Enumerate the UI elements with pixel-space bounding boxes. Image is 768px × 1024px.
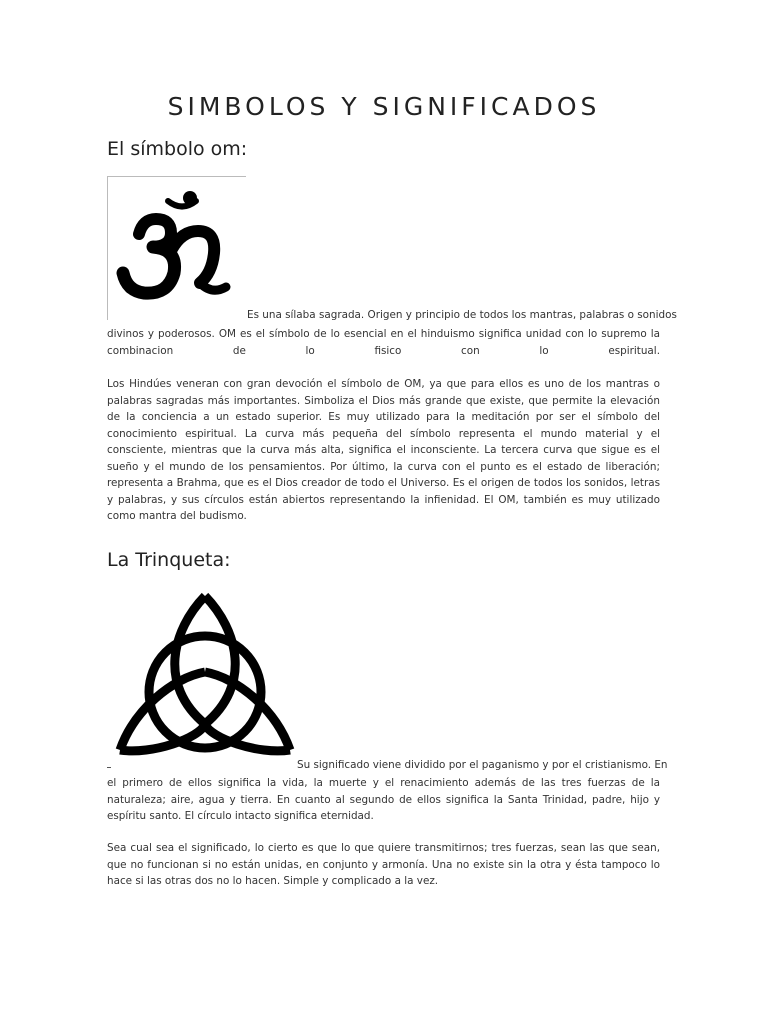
- triquetra-paragraph-first-line: Su significado viene dividido por el paganismo y por el cristianismo. En: [297, 759, 668, 771]
- section-heading-triquetra: La Trinqueta:: [107, 549, 231, 571]
- section-heading-om: El símbolo om:: [107, 138, 248, 160]
- om-symbol-icon: [116, 191, 238, 307]
- om-image: [107, 176, 246, 320]
- om-paragraph-first-line: Es una sílaba sagrada. Origen y principio de todos los mantras, palabras o sonidos: [247, 309, 677, 321]
- image-link-marker[interactable]: [107, 767, 111, 768]
- triquetra-paragraph-1: el primero de ellos significa la vida, la muerte y el renacimiento además de las tres fuerzas de la naturaleza; aire, agua y tierra. En cuanto al segundo de ellos significa la Santa Trinidad, padre, hijo y espíritu santo. El círculo intacto significa eternidad.: [107, 777, 660, 822]
- triquetra-paragraph-2: Sea cual sea el significado, lo cierto es que lo que quiere transmitirnos; tres fuerzas, sean las que sean, que no funcionan si no están unidas, en conjunto y armonía. Una no existe sin la otra y ésta tampoco lo hace si las otras dos no lo hacen. Simple y complicado a la vez.: [107, 842, 660, 887]
- triquetra-symbol-icon: [112, 590, 298, 766]
- triquetra-image: [112, 590, 298, 770]
- page-title: SIMBOLOS Y SIGNIFICADOS: [167, 92, 601, 121]
- om-paragraph-2: Los Hindúes veneran con gran devoción el símbolo de OM, ya que para ellos es uno de los mantras o palabras sagradas más importantes. Simboliza el Dios más grande que existe, que permite la elevación de la conciencia a un estado superior. Es muy utilizado para la meditación por ser el símbolo del conocimiento espiritual. La curva más pequeña del símbolo representa el mundo material y el consciente, mientras que la curva más alta, significa el inconsciente. La tercera curva que sigue es el sueño y el mundo de los pensamientos. Por último, la curva con el punto es el estado de liberación; representa a Brahma, que es el Dios creador de todo el Universo. Es el origen de todos los sonidos, letras y palabras, y sus círculos están abiertos representando la infienidad. El OM, también es muy utilizado como mantra del budismo.: [107, 378, 660, 522]
- om-paragraph-1: divinos y poderosos. OM es el símbolo de lo esencial en el hinduismo significa unidad con lo supremo la combinacion de lo fisico con lo espiritual.: [107, 328, 660, 357]
